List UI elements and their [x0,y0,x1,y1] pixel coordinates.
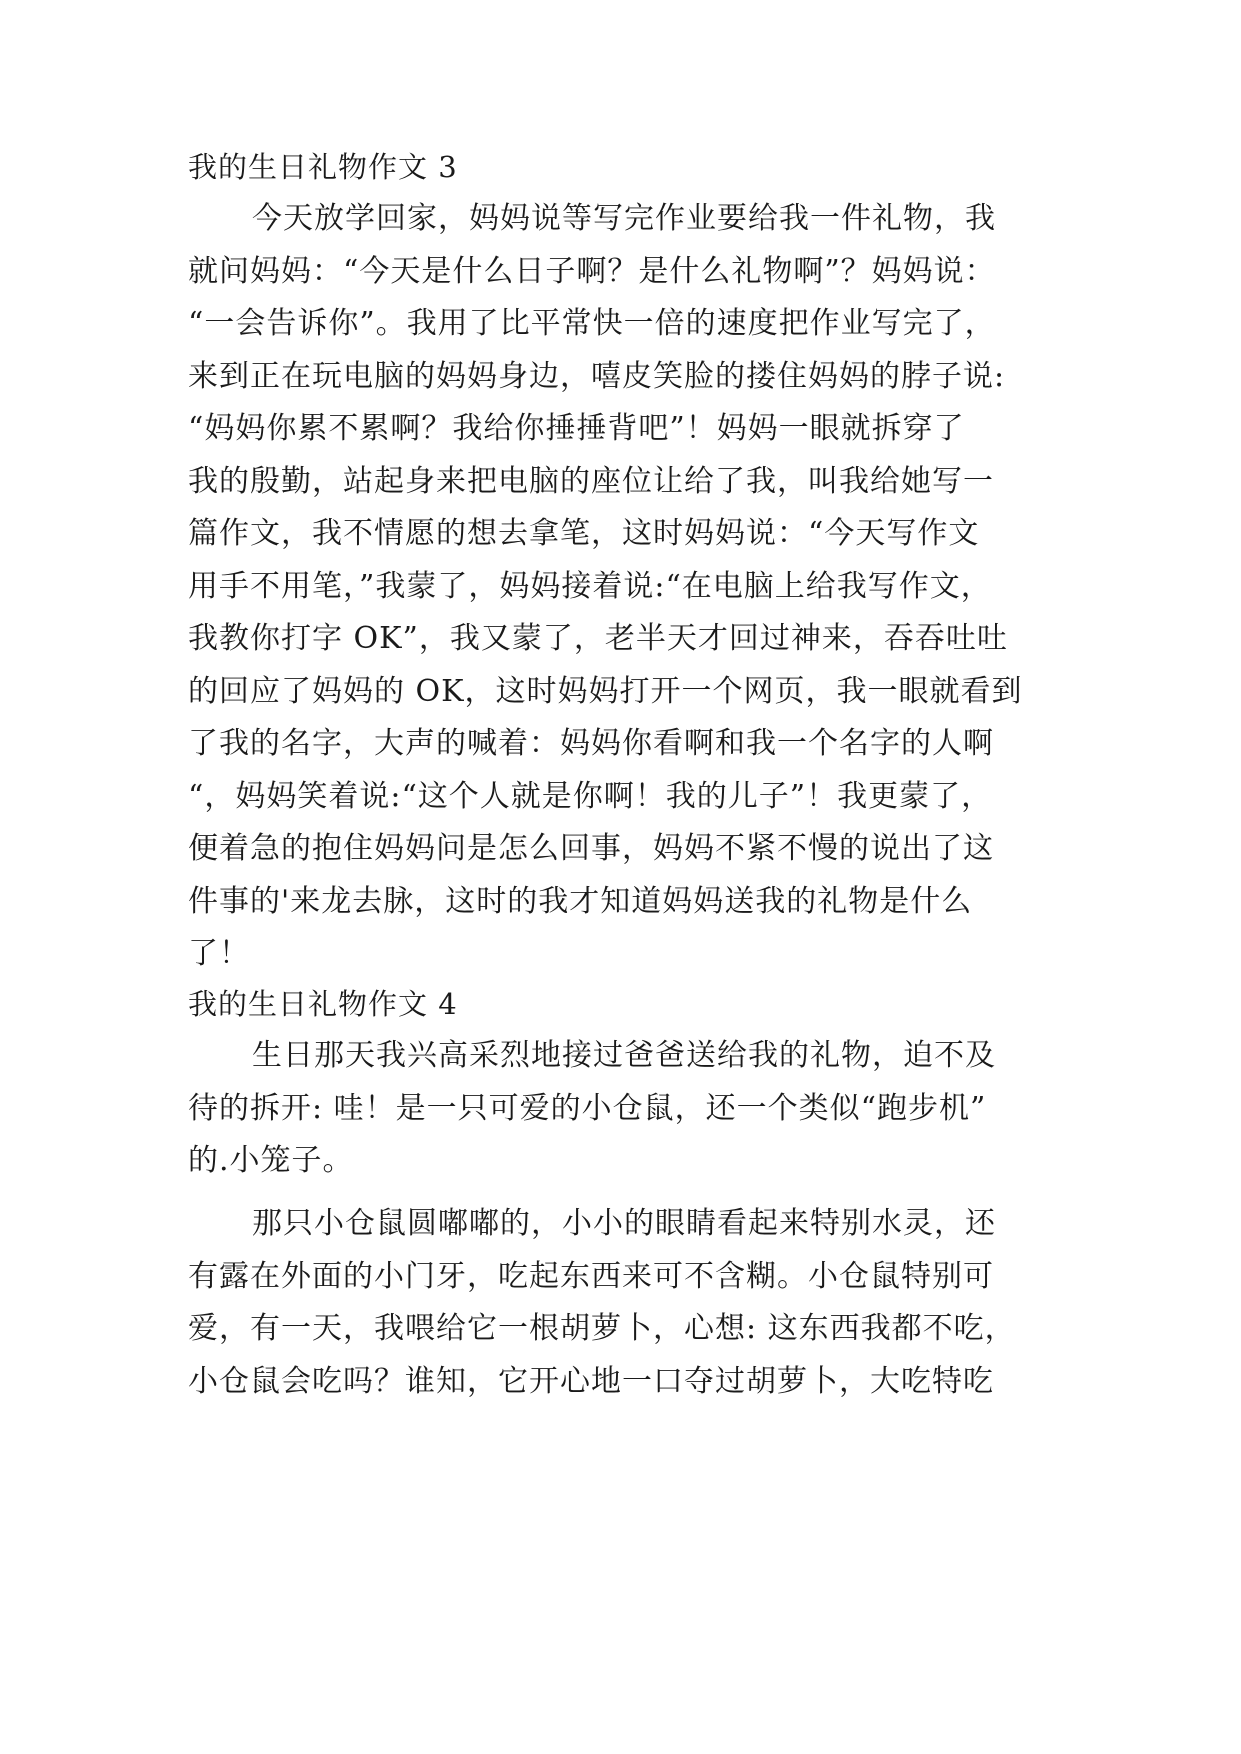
paragraph-line: 小仓鼠会吃吗？谁知，它开心地一口夺过胡萝卜，大吃特吃 [188,1364,994,1399]
paragraph-line: 用手不用笔，”我蒙了，妈妈接着说:“在电脑上给我写作文， [188,569,992,604]
paragraph-line: “，妈妈笑着说:“这个人就是你啊！我的儿子”！我更蒙了， [188,779,993,814]
paragraph-line: 我教你打字 OK”，我又蒙了，老半天才回过神来，吞吞吐吐 [188,621,1008,656]
paragraph-line: 爱，有一天，我喂给它一根胡萝卜，心想: 这东西我都不吃， [188,1311,1016,1346]
paragraph-line: 篇作文，我不情愿的想去拿笔，这时妈妈说：“今天写作文 [188,516,980,551]
paragraph-line: 件事的'来龙去脉，这时的我才知道妈妈送我的礼物是什么 [188,884,973,919]
paragraph-line: “一会告诉你”。我用了比平常快一倍的速度把作业写完了， [188,306,996,341]
paragraph-line: 那只小仓鼠圆嘟嘟的，小小的眼睛看起来特别水灵，还 [252,1206,996,1241]
paragraph-line: 我的殷勤，站起身来把电脑的座位让给了我，叫我给她写一 [188,464,994,499]
paragraph-line: 的.小笼子。 [188,1143,354,1178]
paragraph-line: 来到正在玩电脑的妈妈身边，嘻皮笑脸的搂住妈妈的脖子说: [188,359,1006,394]
paragraph-line: 了我的名字，大声的喊着：妈妈你看啊和我一个名字的人啊 [188,726,994,761]
paragraph-line: “妈妈你累不累啊？我给你捶捶背吧”！妈妈一眼就拆穿了 [188,411,965,446]
paragraph-line: 有露在外面的小门牙，吃起东西来可不含糊。小仓鼠特别可 [188,1259,994,1294]
paragraph-line: 今天放学回家，妈妈说等写完作业要给我一件礼物，我 [252,201,996,236]
paragraph-line: 了！ [188,936,250,971]
paragraph-line: 待的拆开: 哇！是一只可爱的小仓鼠，还一个类似“跑步机” [188,1091,987,1126]
section-title: 我的生日礼物作文 3 [188,150,458,184]
paragraph-line: 就问妈妈：“今天是什么日子啊？是什么礼物啊”？妈妈说： [188,254,996,289]
paragraph-line: 的回应了妈妈的 OK，这时妈妈打开一个网页，我一眼就看到 [188,674,1023,709]
paragraph-line: 生日那天我兴高采烈地接过爸爸送给我的礼物，迫不及 [252,1038,996,1073]
paragraph-line: 便着急的抱住妈妈问是怎么回事，妈妈不紧不慢的说出了这 [188,831,994,866]
section-title: 我的生日礼物作文 4 [188,987,458,1021]
